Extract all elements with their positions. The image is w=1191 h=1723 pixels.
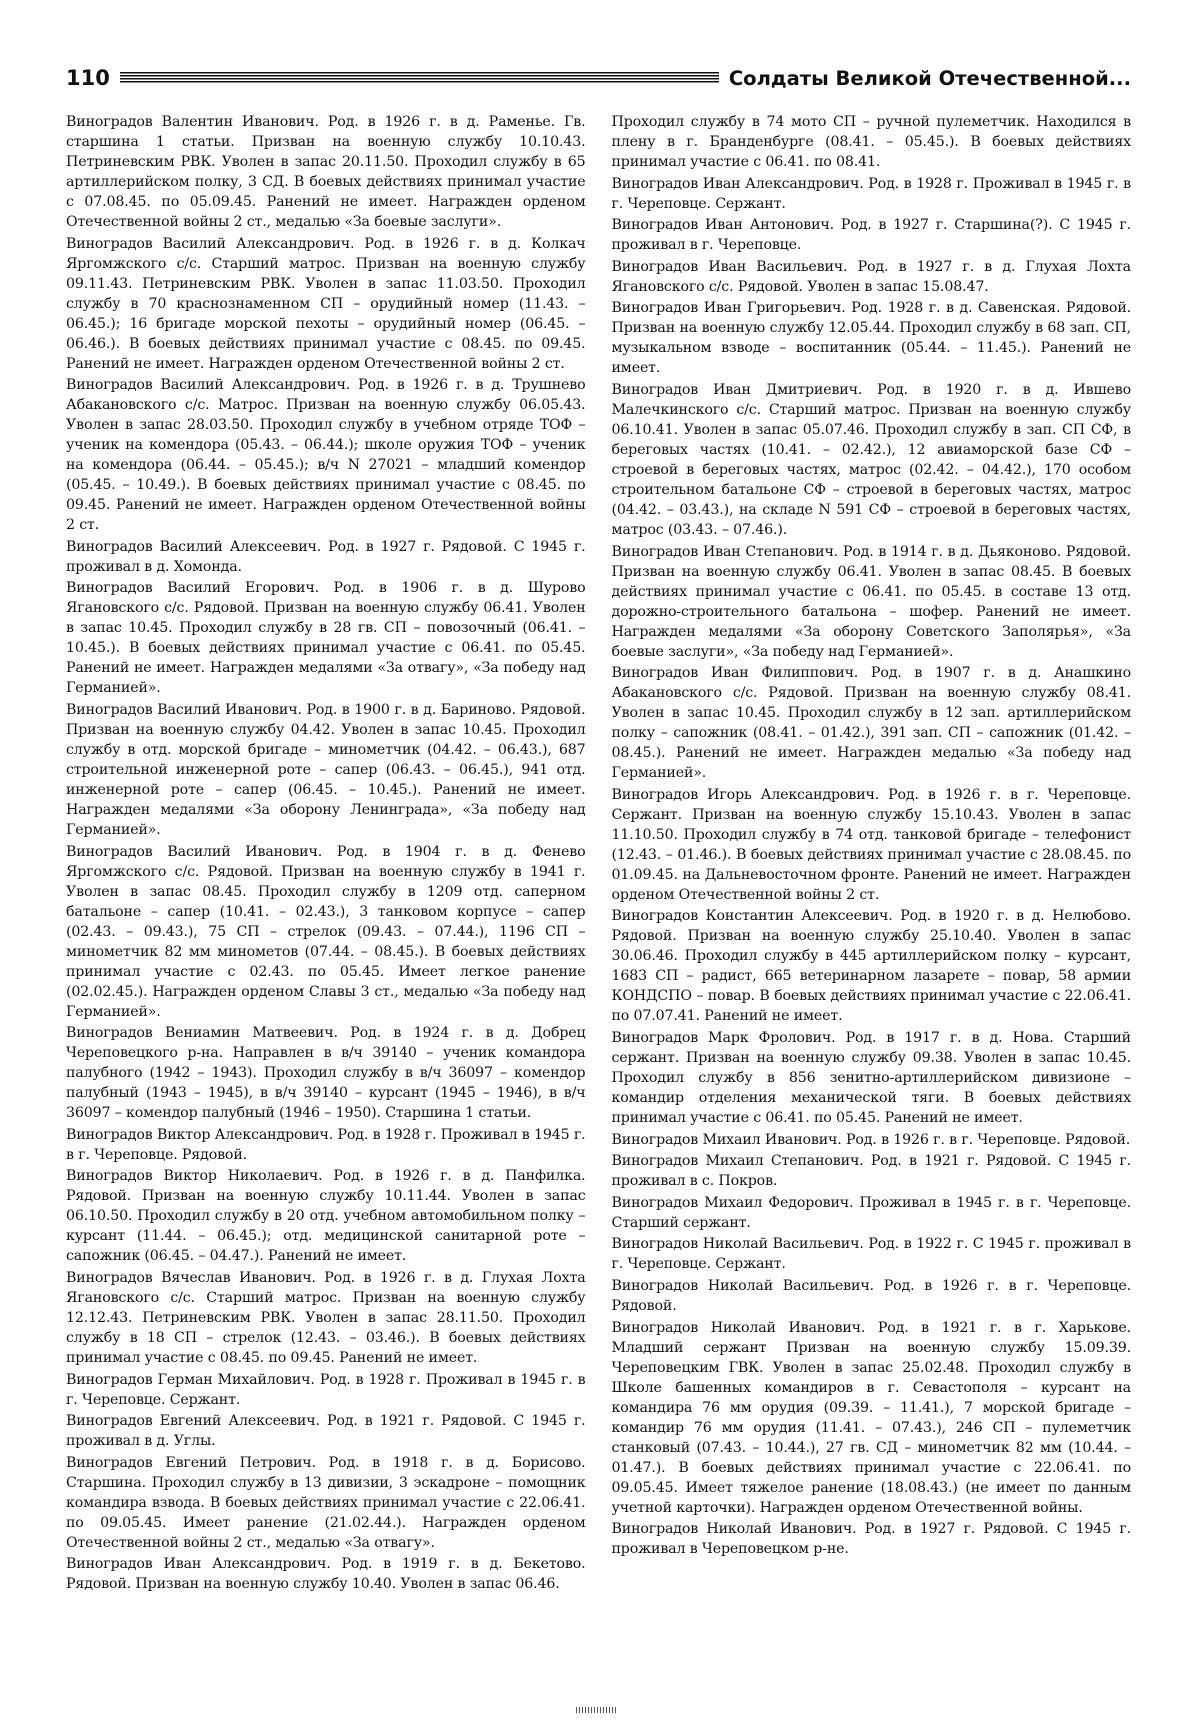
biography-entry: Виноградов Николай Васильевич. Род. в 1926 г. в г. Череповце. Рядовой. (611, 1277, 1131, 1314)
biography-entry: Виноградов Иван Александрович. Род. в 1919 г. в д. Бекетово. Рядовой. Призван на военную службу 10.40. Уволен в запас 06.46. (66, 1556, 586, 1593)
biography-entry: Виноградов Виктор Александрович. Род. в 1928 г. Проживал в 1945 г. в г. Череповце. Рядовой. (66, 1126, 586, 1163)
biography-entry: Виноградов Иван Дмитриевич. Род. в 1920 г. в д. Ившево Малечкинского с/с. Старший матрос. Призван на военную службу 06.10.41. Уволен в запас 05.07.46. Проходил службу в зап. СП СФ, в береговых частях (10.41. – 02.42.), 12 авиаморской базе СФ – строевой в береговых частях, матрос (02.42. – 04.42.), 170 особом строительном батальоне СФ – строевой в береговых частях, матрос (04.42. – 03.43.), на складе N 591 СФ – строевой в береговых частях, матрос (03.43. – 07.46.). (611, 381, 1131, 538)
biography-entry: Виноградов Иван Степанович. Род. в 1914 г. в д. Дьяконово. Рядовой. Призван на военную службу 06.41. Уволен в запас 08.45. В боевых действиях принимал участие с 06.41. по 05.45. в составе 13 отд. дорожно-строительного батальона – шофер. Ранений не имеет. Награжден медалями «За оборону Советского Заполярья», «За боевые заслуги», «За победу над Германией». (611, 543, 1131, 660)
biography-entry: Виноградов Михаил Иванович. Род. в 1926 г. в г. Череповце. Рядовой. (611, 1131, 1131, 1148)
page-header (66, 56, 1131, 100)
biography-entry: Виноградов Иван Григорьевич. Род. 1928 г. в д. Савенская. Рядовой. Призван на военную службу 12.05.44. Проходил службу в 68 зап. СП, музыкальном взводе – воспитанник (05.44. – 11.45.). Ранений не имеет. (611, 300, 1131, 377)
biography-entry: Виноградов Герман Михайлович. Род. в 1928 г. Проживал в 1945 г. в г. Череповце. Сержант. (66, 1371, 586, 1408)
biography-entry: Виноградов Валентин Иванович. Род. в 1926 г. в д. Раменье. Гв. старшина 1 статьи. Призван на военную службу 10.10.43. Петриневским РВК. Уволен в запас 20.11.50. Проходил службу в 65 артиллерийском полку, 3 СД. В боевых действиях принимал участие с 07.08.45. по 05.09.45. Ранений не имеет. Награжден орденом Отечественной войны 2 ст., медалью «За боевые заслуги». (66, 114, 586, 230)
biography-entry: Виноградов Иван Филиппович. Род. в 1907 г. в д. Анашкино Абакановского с/с. Рядовой. Призван на военную службу 08.41. Уволен в запас 10.45. Проходил службу в 12 зап. артиллерийском полку – сапожник (08.41. – 01.42.), 391 зап. СП – сапожник (01.42. – 08.45.). Ранений не имеет. Награжден медалью «За победу над Германией». (611, 665, 1131, 782)
right-column (612, 112, 1132, 1683)
biography-entry: Виноградов Иван Антонович. Род. в 1927 г. Старшина(?). С 1945 г. проживал в г. Череповце. (611, 217, 1131, 254)
biography-entry: Виноградов Василий Александрович. Род. в 1926 г. в д. Трушнево Абакановского с/с. Матрос. Призван на военную службу 06.05.43. Уволен в запас 28.03.50. Проходил службу в учебном отряде ТОФ – ученик на комендора (05.43. – 06.44.); школе оружия ТОФ – ученик на комендора (06.44. – 05.45.); в/ч N 27021 – младший комендор (05.45. – 10.49.). В боевых действиях принимал участие с 08.45. по 09.45. Ранений не имеет. Награжден орденом Отечественной войны 2 ст. (66, 377, 586, 534)
left-column (66, 112, 586, 1683)
footer-scan-mark (576, 1707, 616, 1713)
biography-entry: Виноградов Иван Васильевич. Род. в 1927 г. в д. Глухая Лохта Ягановского с/с. Рядовой. Уволен в запас 15.08.47. (611, 258, 1131, 295)
page-number: 110 (66, 66, 110, 90)
biography-entry: Виноградов Василий Алексеевич. Род. в 1927 г. Рядовой. С 1945 г. проживал в д. Хомонда. (66, 538, 586, 575)
biography-entry: Виноградов Николай Иванович. Род. в 1921 г. в г. Харькове. Младший сержант Призван на военную службу 15.09.39. Череповецким ГВК. Уволен в запас 25.02.48. Проходил службу в Школе башенных командиров в г. Севастополя – курсант на командира 76 мм орудия (09.39. – 11.41.), 7 морской бригаде – командир 76 мм орудия (11.41. – 07.43.), 246 СП – пулеметчик станковый (07.43. – 10.44.), 27 гв. СД – минометчик 82 мм (10.44. – 01.47.). В боевых действиях принимал участие с 22.06.41. по 09.05.45. Имеет тяжелое ранение (18.08.43.) (не имеет по данным учетной карточки). Награжден орденом Отечественной войны. (611, 1319, 1131, 1516)
biography-entry: Виноградов Иван Александрович. Род. в 1928 г. Проживал в 1945 г. в г. Череповце. Сержант. (611, 175, 1131, 212)
running-title: Солдаты Великой Отечественной... (728, 66, 1131, 90)
biography-entry: Виноградов Игорь Александрович. Род. в 1926 г. в г. Череповце. Сержант. Призван на военную службу 15.10.43. Уволен в запас 11.10.50. Проходил службу в 74 отд. танковой бригаде – телефонист (12.43. – 01.46.). В боевых действиях принимал участие с 28.08.45. по 01.09.45. на Дальневосточном фронте. Ранений не имеет. Награжден орденом Отечественной войны 2 ст. (611, 786, 1131, 903)
header-rule (120, 72, 719, 84)
biography-entry: Виноградов Михаил Федорович. Проживал в 1945 г. в г. Череповце. Старший сержант. (611, 1194, 1131, 1231)
biography-entry: Виноградов Николай Иванович. Род. в 1927 г. Рядовой. С 1945 г. проживал в Череповецком р-не. (611, 1521, 1131, 1558)
biography-entry: Виноградов Вениамин Матвеевич. Род. в 1924 г. в д. Добрец Череповецкого р-на. Направлен в в/ч 39140 – ученик командора палубного (1942 – 1943). Проходил службу в в/ч 36097 – комендор палубный (1943 – 1945), в в/ч 39140 – курсант (1945 – 1946), в в/ч 36097 – комендор палубный (1946 – 1950). Старшина 1 статьи. (66, 1025, 586, 1122)
biography-entry: Виноградов Виктор Николаевич. Род. в 1926 г. в д. Панфилка. Рядовой. Призван на военную службу 10.11.44. Уволен в запас 06.10.50. Проходил службу в 20 отд. учебном автомобильном полку – курсант (11.44. – 06.45.); отд. медицинской санитарной роте – сапожник (06.45. – 04.47.). Ранений не имеет. (66, 1168, 586, 1265)
biography-entry: Виноградов Василий Александрович. Род. в 1926 г. в д. Колкач Яргомжского с/с. Старший матрос. Призван на военную службу 09.11.43. Петриневским РВК. Уволен в запас 11.03.50. Проходил службу в 70 краснознаменном СП – орудийный номер (11.43. – 06.45.); 16 бригаде морской пехоты – орудийный номер (06.45. – 06.46.). В боевых действиях принимал участие с 08.45. по 09.45. Ранений не имеет. Награжден орденом Отечественной войны 2 ст. (66, 235, 586, 372)
biography-entry: Виноградов Евгений Петрович. Род. в 1918 г. в д. Борисово. Старшина. Проходил службу в 13 дивизии, 3 эскадроне – помощник командира взвода. В боевых действиях принимал участие с 22.06.41. по 09.05.45. Имеет ранение (21.02.44.). Награжден орденом Отечественной войны 2 ст., медалью «За отвагу». (66, 1454, 586, 1551)
biography-entry: Виноградов Василий Егорович. Род. в 1906 г. в д. Шурово Ягановского с/с. Рядовой. Призван на военную службу 06.41. Уволен в запас 10.45. Проходил службу в 28 гв. СП – повозочный (06.41. – 10.45.). В боевых действиях принимал участие с 06.41. по 05.45. Ранений не имеет. Награжден медалями «За отвагу», «За победу над Германией». (66, 580, 586, 697)
biography-entry: Виноградов Марк Фролович. Род. в 1917 г. в д. Нова. Старший сержант. Призван на военную службу 09.38. Уволен в запас 10.45. Проходил службу в 856 зенитно-артиллерийском дивизионе – командир отделения механической тяги. В боевых действиях принимал участие с 06.41. по 05.45. Ранений не имеет. (611, 1029, 1131, 1126)
biography-entry: Виноградов Михаил Степанович. Род. в 1921 г. Рядовой. С 1945 г. проживал в с. Покров. (611, 1153, 1131, 1190)
biography-entry: Проходил службу в 74 мото СП – ручной пулеметчик. Находился в плену в г. Бранденбурге (08.41. – 05.45.). В боевых действиях принимал участие с 06.41. по 08.41. (611, 114, 1131, 170)
biography-entry: Виноградов Вячеслав Иванович. Род. в 1926 г. в д. Глухая Лохта Ягановского с/с. Старший матрос. Призван на военную службу 12.12.43. Петриневским РВК. Уволен в запас 28.11.50. Проходил службу в 18 СП – стрелок (12.43. – 03.46.). В боевых действиях принимал участие с 08.45. по 09.45. Ранений не имеет. (66, 1269, 586, 1366)
biography-entry: Виноградов Евгений Алексеевич. Род. в 1921 г. Рядовой. С 1945 г. проживал в д. Углы. (66, 1413, 586, 1450)
biography-entry: Виноградов Николай Васильевич. Род. в 1922 г. С 1945 г. проживал в г. Череповце. Сержант. (611, 1236, 1131, 1273)
biography-entry: Виноградов Василий Иванович. Род. в 1900 г. в д. Бариново. Рядовой. Призван на военную службу 04.42. Уволен в запас 10.45. Проходил службу в отд. морской бригаде – минометчик (04.42. – 06.43.), 687 строительной инженерной роте – сапер (06.43. – 06.45.), 941 отд. инженерной роте – сапер (06.45. – 10.45.). Ранений не имеет. Награжден медалями «За оборону Ленинграда», «За победу над Германией». (66, 701, 586, 838)
biography-entry: Виноградов Василий Иванович. Род. в 1904 г. в д. Фенево Яргомжского с/с. Рядовой. Призван на военную службу в 1941 г. Уволен в запас 08.45. Проходил службу в 1209 отд. саперном батальоне – сапер (10.41. – 02.43.), 3 танковом корпусе – сапер (02.43. – 09.43.), 75 СП – стрелок (09.43. – 07.44.), 1196 СП – минометчик 82 мм минометов (07.44. – 08.45.). В боевых действиях принимал участие с 02.43. по 05.45. Имеет легкое ранение (02.02.45.). Награжден орденом Славы 3 ст., медалью «За победу над Германией». (66, 843, 586, 1020)
text-columns (66, 112, 1131, 1683)
biography-entry: Виноградов Константин Алексеевич. Род. в 1920 г. в д. Нелюбово. Рядовой. Призван на военную службу 25.10.40. Уволен в запас 30.06.46. Проходил службу в 445 артиллерийском полку – курсант, 1683 СП – радист, 665 ветеринарном лазарете – повар, 58 армии КОНДСПО – повар. В боевых действиях принимал участие с 22.06.41. по 07.07.41. Ранений не имеет. (611, 908, 1131, 1025)
